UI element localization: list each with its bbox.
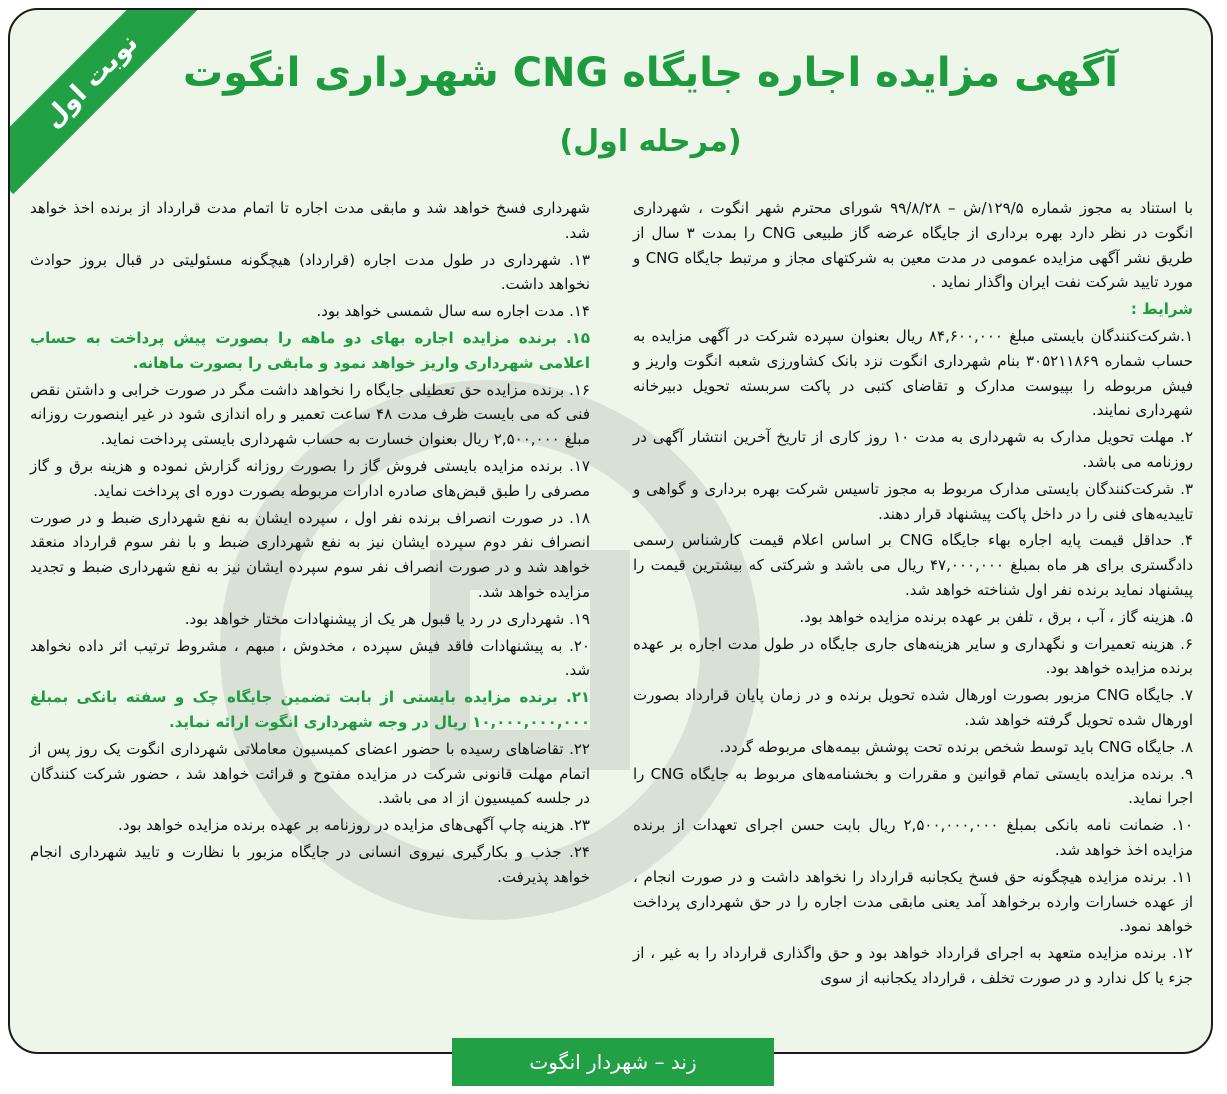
left-column [30,196,590,892]
condition-item: ۱۶. برنده مزایده حق تعطیلی جایگاه را نخواهد داشت مگر در صورت خرابی و داشتن نقص فنی که می بایست ظرف مدت ۴۸ ساعت تعمیر و راه اندازی شود در غیر اینصورت روزانه مبلغ ۲,۵۰۰,۰۰۰ ریال بعنوان خسارت به حساب شهرداری بایستی پرداخت نماید. [30,380,590,449]
condition-item: ۱۹. شهرداری در رد یا قبول هر یک از پیشنهادات مختار خواهد بود. [184,609,590,628]
ad-subtitle: (مرحله اول) [559,124,742,159]
condition-item: ۶. هزینه تعمیرات و نگهداری و سایر هزینه‌های جاری جایگاه در طول مدت اجاره بر عهده برنده مزایده خواهد بود. [633,634,1193,678]
ad-frame [8,8,1213,1054]
condition-item: ۱۳. شهرداری در طول مدت اجاره (قرارداد) هیچگونه مسئولیتی در قبال بروز حوادث نخواهد داشت. [30,250,590,294]
condition-item: ۲۲. تقاضاهای رسیده با حضور اعضای کمیسیون معاملاتی شهرداری انگوت یک روز پس از اتمام مهلت قانونی شرکت در مزایده مفتوح و قرائت خواهد شد ، حضور شرکت کنندگان در جلسه کمیسیون از اد می باشد. [30,739,590,808]
condition-item: ۱۱. برنده مزایده هیچگونه حق فسخ یکجانبه قرارداد را نخواهد داشت و در صورت انجام ، از عهده خسارات وارده برخواهد آمد یعنی مابقی مدت اجاره را در حق شهرداری پرداخت خواهد نمود. [633,867,1193,936]
condition-item: ۱.شرکت‌کنندگان بایستی مبلغ ۸۴,۶۰۰,۰۰۰ ریال بعنوان سپرده شرکت در آگهی مزایده به حساب شماره ۳۰۵۲۱۱۸۶۹ بنام شهرداری انگوت نزد بانک کشاورزی شعبه انگوت واریز و فیش مربوطه را بپیوست مدارک و تقاضای کتبی در پاکت سربسته تحویل دبیرخانه شهرداری نمایند. [633,326,1194,420]
intro-paragraph: با استناد به مجوز شماره ۱۲۹/۵/ش – ۹۹/۸/۲۸ شورای محترم شهر انگوت ، شهرداری انگوت در نظر دارد بهره برداری از جایگاه عرضه گاز طبیعی CNG را بمدت ۳ سال از طریق نشر آگهی مزایده عمومی در مدت معین به شرکتهای مجاز و مرتبط جایگاه CNG و مورد تایید شرکت نفت ایران واگذار نماید . [633,199,1194,292]
condition-item: ۹. برنده مزایده بایستی تمام قوانین و مقررات و بخشنامه‌های مربوط به جایگاه CNG را اجرا نماید. [633,764,1194,808]
condition-item: ۴. حداقل قیمت پایه اجاره بهاء جایگاه CNG بر اساس اعلام قیمت کارشناس رسمی دادگستری برای هر ماه بمبلغ ۴۷,۰۰۰,۰۰۰ ریال می باشد و شرکتی که بیشترین قیمت را پیشنهاد نماید برنده نفر اول شناخته خواهد شد. [633,531,1194,599]
right-column [633,196,1193,993]
condition-item-highlight: ۱۵. برنده مزایده اجاره بهای دو ماهه را بصورت پیش پرداخت به حساب اعلامی شهرداری واریز خواهد نمود و مابقی را بصورت ماهانه. [30,328,590,372]
condition-item: ۱۲. برنده مزایده متعهد به اجرای قرارداد خواهد بود و حق واگذاری قرارداد را به غیر ، از جزء یا کل ندارد و در صورت تخلف ، قرارداد یکجانبه از سوی [633,944,1193,987]
condition-item: ۲۰. به پیشنهادات فاقد فیش سپرده ، مخدوش ، مبهم ، مشروط ترتیب اثر داده نخواهد شد. [30,636,590,680]
condition-item: شهرداری فسخ خواهد شد و مابقی مدت اجاره تا اتمام مدت قرارداد از برنده اخذ خواهد شد. [30,199,590,242]
condition-item: ۱۷. برنده مزایده بایستی فروش گاز را بصورت روزانه گزارش نموده و هزینه برق و گاز مصرفی را طبق قبض‌های صادره ادارات مربوطه بصورت دوره ای پرداخت نماید. [30,456,590,500]
ad-title: آگهی مزایده اجاره جایگاه CNG شهرداری انگوت [183,50,1118,96]
condition-item: ۷. جایگاه CNG مزبور بصورت اورهال شده تحویل برنده و در زمان پایان قرارداد بصورت اورهال شده تحویل گرفته خواهد شد. [633,686,1193,729]
condition-item-highlight: ۲۱. برنده مزایده بایستی از بابت تضمین جایگاه چک و سفته بانکی بمبلغ ۱۰,۰۰۰,۰۰۰,۰۰۰ ریال در وجه شهرداری انگوت ارائه نماید. [30,688,590,731]
condition-item: ۱۴. مدت اجاره سه سال شمسی خواهد بود. [316,302,590,321]
condition-item: ۵. هزینه گاز ، آب ، برق ، تلفن بر عهده برنده مزایده خواهد بود. [799,607,1193,626]
condition-item: ۲۴. جذب و بکارگیری نیروی انسانی در جایگاه مزبور با نظارت و تایید شهرداری انجام خواهد پذیرفت. [30,842,590,886]
condition-item: ۲۳. هزینه چاپ آگهی‌های مزایده در روزنامه بر عهده برنده مزایده خواهد بود. [118,816,590,835]
conditions-heading: شرایط : [1130,300,1193,319]
condition-item: ۲. مهلت تحویل مدارک به شهرداری به مدت ۱۰ روز کاری از تاریخ آخرین انتشار آگهی در روزنامه می باشد. [633,428,1193,471]
signature-footer: زند – شهردار انگوت [452,1038,774,1086]
first-round-ribbon: نوبت اول [8,8,204,194]
condition-item: ۳. شرکت‌کنندگان بایستی مدارک مربوط به مجوز تاسیس شرکت بهره برداری و گواهی و تاییدیه‌های فنی را در داخل پاکت پیشنهاد قرار دهند. [633,479,1193,523]
condition-item: ۱۸. در صورت انصراف برنده نفر اول ، سپرده ایشان به نفع شهرداری ضبط و در صورت انصراف نفر دوم سپرده ایشان نیز به نفع شهرداری ضبط و با نفر سوم قرارداد منعقد خواهد شد و در صورت انصراف نفر سوم سپرده ایشان نیز به نفع شهرداری ضبط و تجدید مزایده خواهد شد. [30,508,590,601]
condition-item: ۱۰. ضمانت نامه بانکی بمبلغ ۲,۵۰۰,۰۰۰,۰۰۰ ریال بابت حسن اجرای تعهدات از برنده مزایده اخذ خواهد شد. [633,816,1194,859]
condition-item: ۸. جایگاه CNG باید توسط شخص برنده تحت پوشش بیمه‌های مربوطه گردد. [719,737,1193,756]
